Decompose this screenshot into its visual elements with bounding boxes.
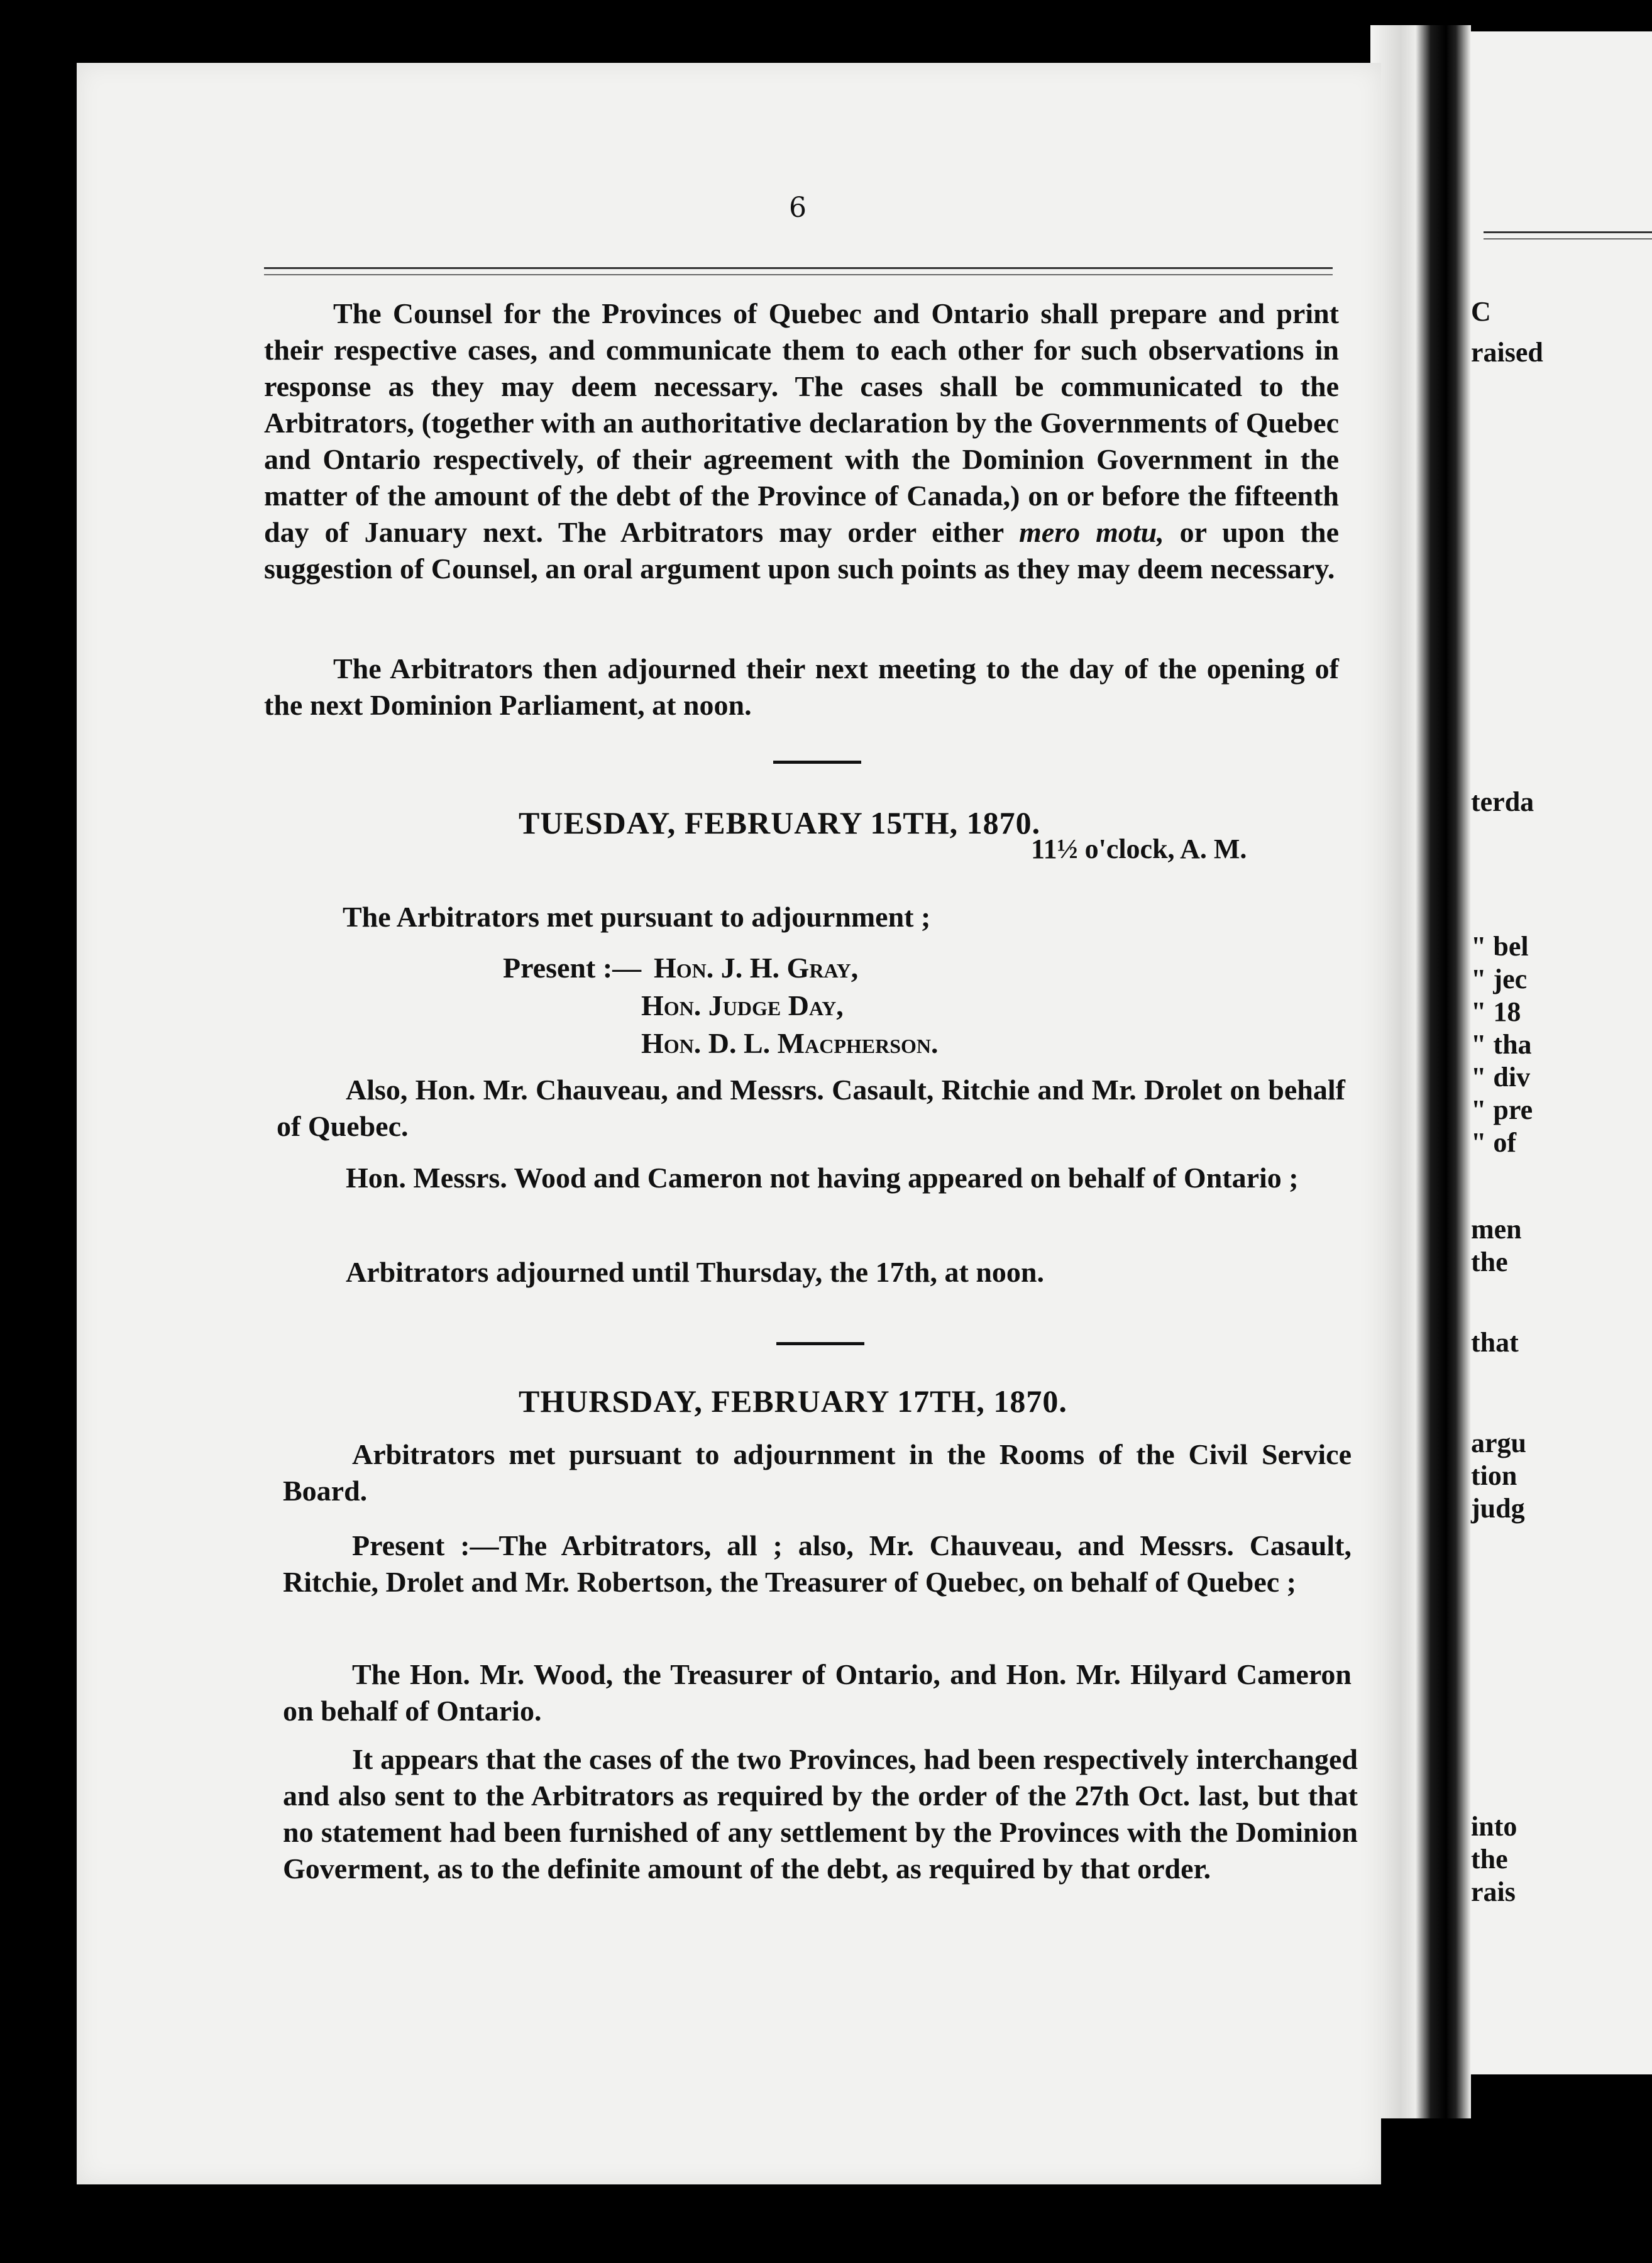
paragraph-met-text: The Arbitrators met pursuant to adjournment ; [343,901,931,933]
section-divider-1 [773,761,861,764]
facing-text-3: terda [1471,786,1534,817]
facing-text-7: " tha [1471,1029,1532,1060]
book-gutter [1370,25,1471,2118]
arbitrator-1 [654,949,858,987]
paragraph-not-appeared [277,1160,1345,1196]
facing-text-12: the [1471,1247,1508,1277]
paragraph-adjourned [264,651,1339,724]
paragraph-ontario-text: The Hon. Mr. Wood, the Treasurer of Ontario, and Hon. Mr. Hilyard Cameron on behalf of Ontario. [283,1658,1352,1727]
paragraph-adjourned-thursday [277,1254,1345,1291]
facing-text-19: rais [1471,1876,1516,1907]
paragraph-adjourned-thursday-text: Arbitrators adjourned until Thursday, the 17th, at noon. [346,1256,1044,1288]
paragraph-civil-service [283,1436,1352,1509]
paragraph-cases-text: It appears that the cases of the two Provinces, had been respectively interchanged and also sent to the Arbitrators as required by the order of the 27th Oct. last, but that no statement had been furnished of any settlement by the Provinces with the Dominion Goverment, as to the definite amount of the debt, as required by that order. [283,1743,1358,1885]
page-number: 6 [789,192,807,224]
arbitrator-2-name: Hon. Judge Day, [641,989,844,1021]
paragraph-present-all-text: Present :—The Arbitrators, all ; also, Mr. Chauveau, and Messrs. Casault, Ritchie, Drolet and Mr. Robertson, the Treasurer of Quebec, on behalf of Quebec ; [283,1529,1352,1598]
facing-text-4: " bel [1471,931,1529,962]
paragraph-counsel-text: The Counsel for the Provinces of Quebec and Ontario shall prepare and print their respective cases, and communicate them to each other for such observations in response as they may deem necessary. The cases shall be communicated to the Arbitrators, (together with an authoritative declaration by the Governments of Quebec and Ontario respectively, of their agreement with the Dominion Government in the matter of the amount of the debt of the Province of Canada,) on or before the fifteenth day of January next. The Arbitrators may order either [264,297,1339,548]
paragraph-civil-service-text: Arbitrators met pursuant to adjournment in the Rooms of the Civil Service Board. [283,1438,1352,1507]
facing-page [1471,31,1652,2074]
facing-text-15: tion [1471,1460,1517,1491]
paragraph-adjourned-text: The Arbitrators then adjourned their next meeting to the day of the opening of the next Dominion Parliament, at noon. [264,652,1339,721]
facing-text-5: " jec [1471,964,1528,994]
facing-text-14: argu [1471,1428,1526,1458]
heading-thursday: THURSDAY, FEBRUARY 17TH, 1870. [519,1384,1067,1419]
paragraph-also [277,1072,1345,1145]
heading-tuesday: TUESDAY, FEBRUARY 15TH, 1870. [519,805,1041,840]
arbitrator-3 [641,1025,939,1062]
present-label: Present :— [503,952,642,984]
paragraph-counsel-text-end: or upon the suggestion of Counsel, an oral argument upon such points as they may deem necessary. [264,516,1339,585]
paragraph-present-all [283,1528,1352,1600]
arbitrator-3-name: Hon. D. L. Macpherson. [641,1027,939,1059]
time-tuesday: 11½ o'clock, A. M. [1031,834,1247,864]
facing-text-10: " of [1471,1127,1517,1158]
facing-text-2: raised [1471,337,1543,368]
latin-phrase: mero motu, [1019,516,1164,548]
paragraph-met [273,899,1342,935]
facing-text-6: " 18 [1471,996,1521,1027]
section-divider-2 [776,1342,864,1345]
facing-text-11: men [1471,1214,1522,1245]
facing-text-18: the [1471,1844,1508,1875]
facing-page-rule [1484,231,1652,240]
facing-text-17: into [1471,1811,1517,1842]
paragraph-ontario [283,1656,1352,1729]
facing-text-8: " div [1471,1062,1531,1093]
facing-text-13: that [1471,1327,1519,1358]
paragraph-also-text: Also, Hon. Mr. Chauveau, and Messrs. Casault, Ritchie and Mr. Drolet on behalf of Quebec. [277,1074,1345,1142]
header-rule [264,267,1333,275]
facing-text-16: judg [1471,1493,1525,1524]
paragraph-cases [283,1741,1358,1887]
facing-text-9: " pre [1471,1094,1533,1125]
paragraph-counsel [264,295,1339,587]
facing-text-1: C [1471,296,1491,327]
arbitrator-1-name: Hon. J. H. Gray, [654,952,859,984]
arbitrator-2 [641,987,844,1025]
paragraph-not-appeared-text: Hon. Messrs. Wood and Cameron not having appeared on behalf of Ontario ; [346,1162,1299,1194]
